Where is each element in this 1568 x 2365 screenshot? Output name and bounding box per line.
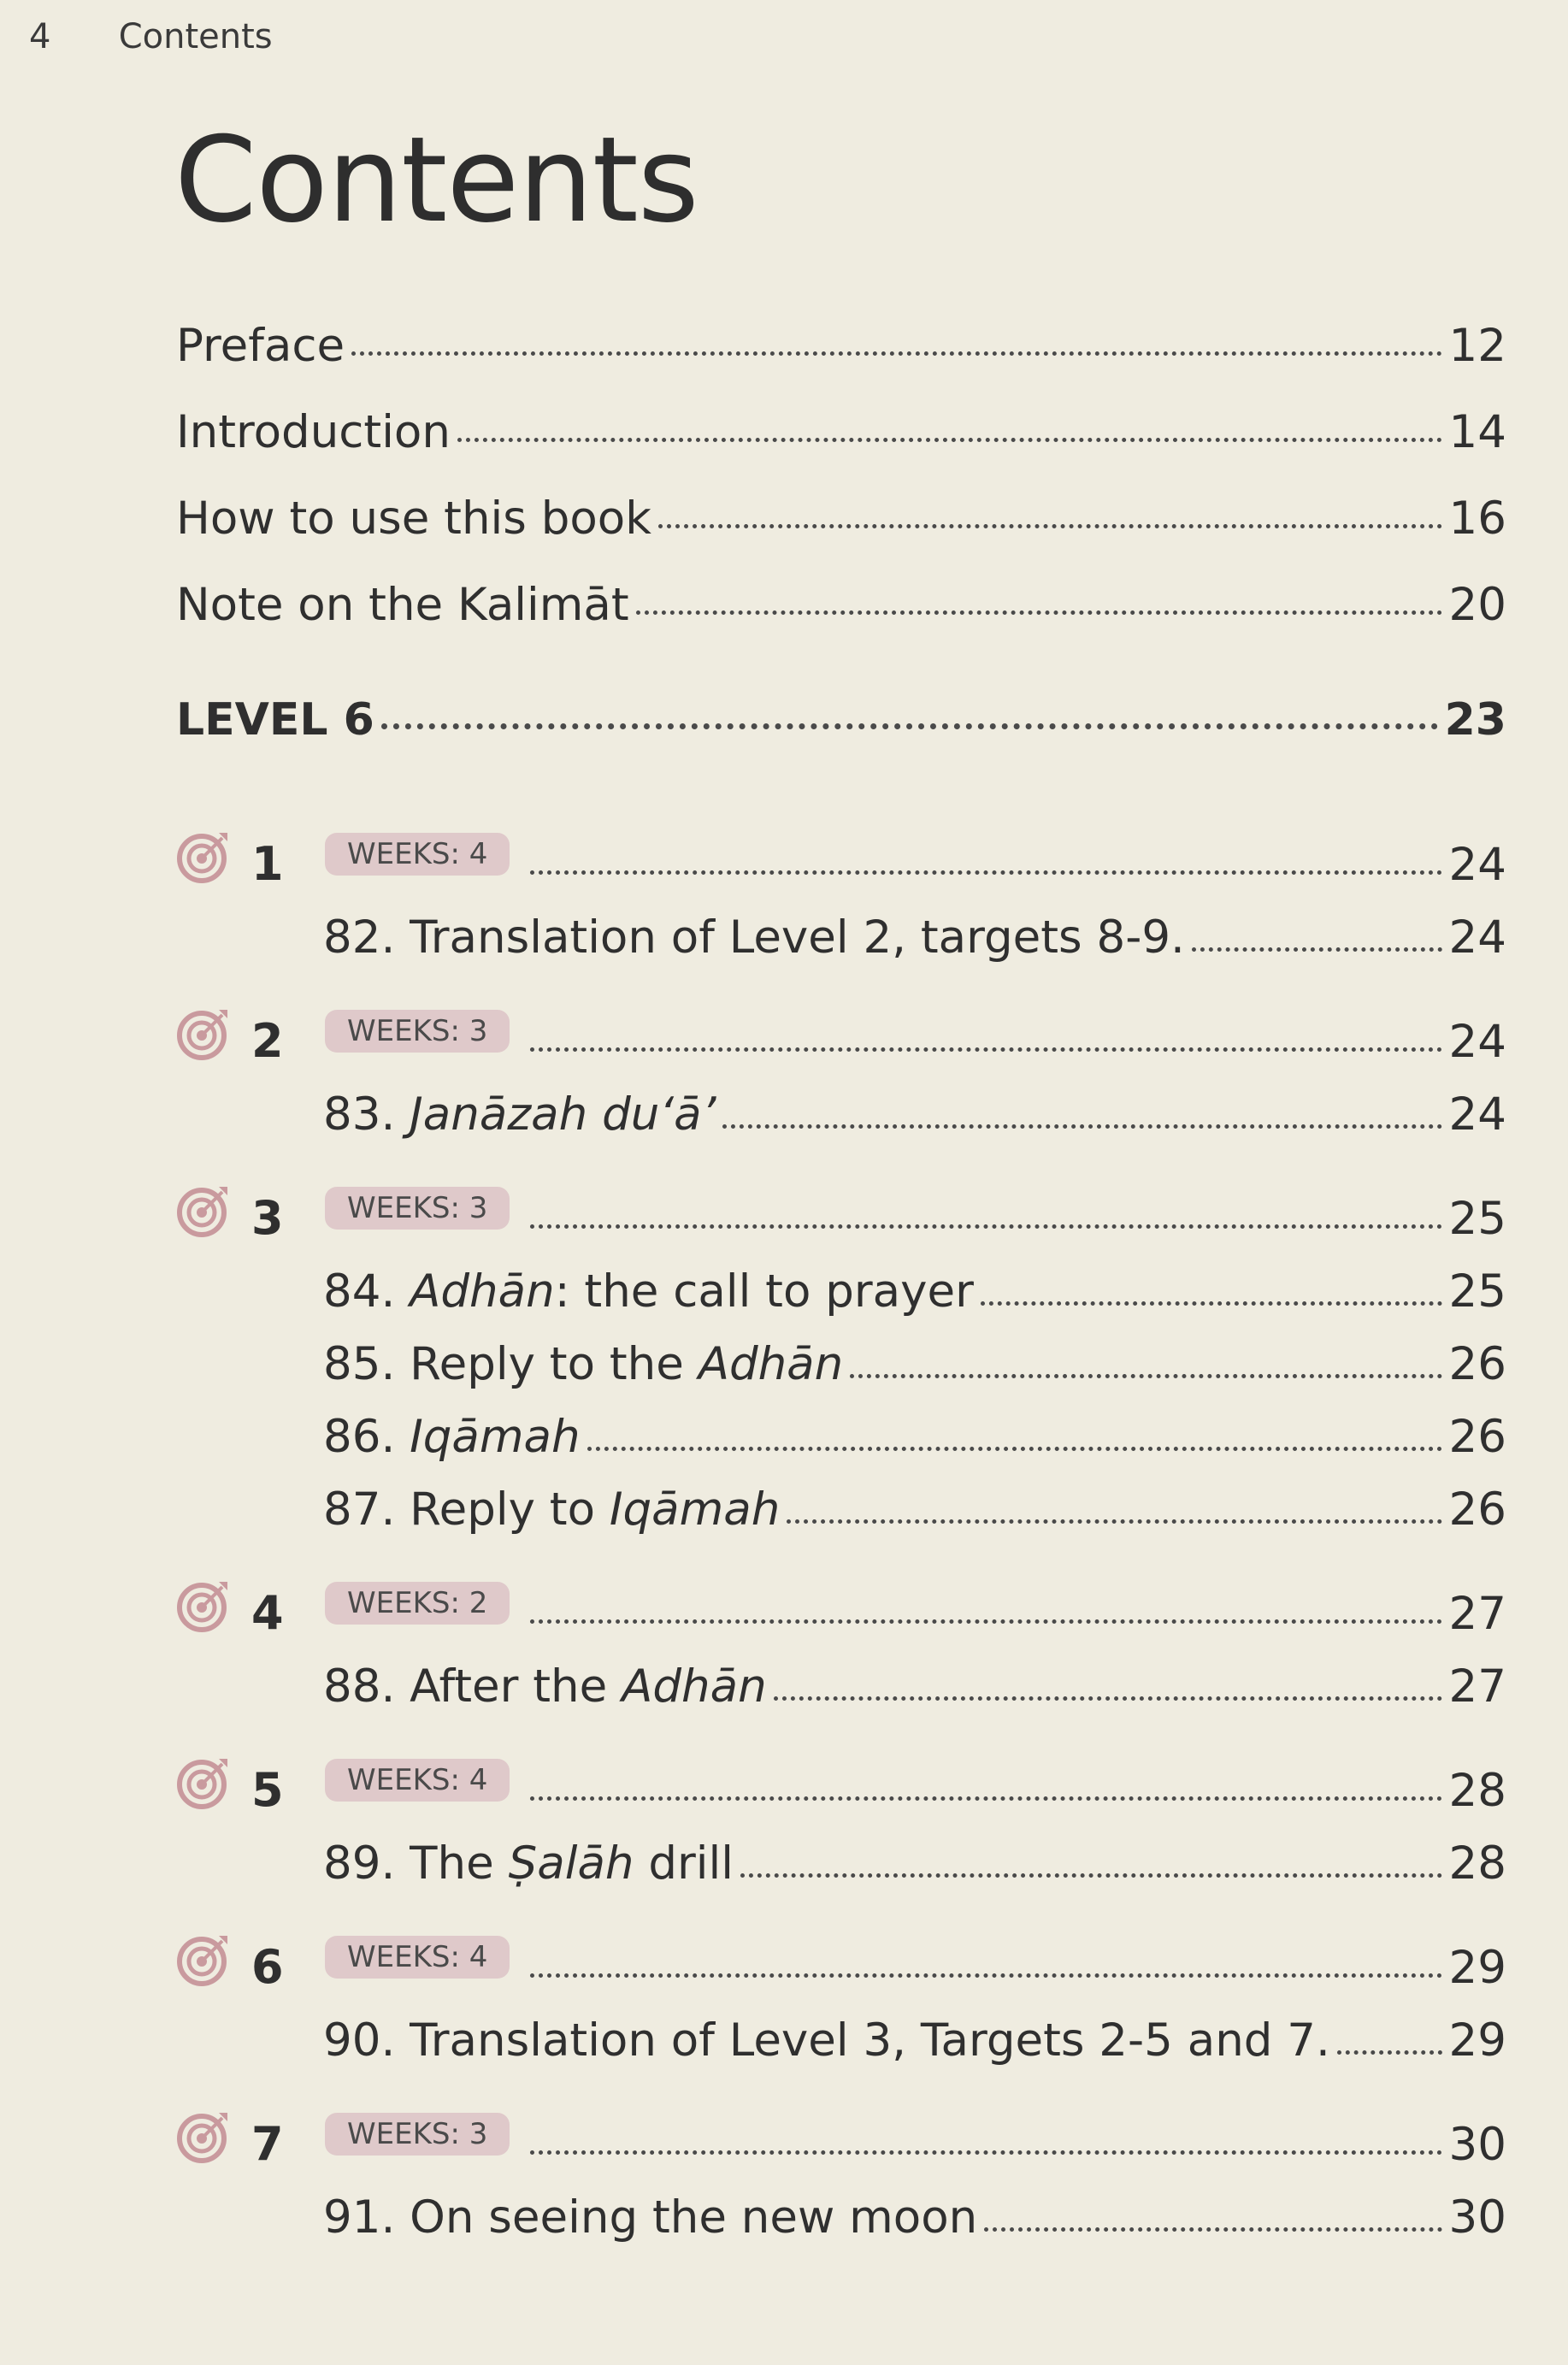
weeks-badge: WEEKS: 4 — [325, 1936, 510, 1979]
target-header — [176, 1166, 1506, 1245]
target-section — [176, 1915, 1506, 2067]
toc-item-page: 25 — [1448, 1265, 1506, 1318]
target-section — [176, 1166, 1506, 1536]
toc-item-page: 28 — [1448, 1837, 1506, 1890]
item-number: 91. — [323, 2191, 396, 2244]
target-entry[interactable] — [510, 1193, 1506, 1245]
target-entry[interactable] — [510, 1588, 1506, 1640]
weeks-badge: WEEKS: 4 — [325, 833, 510, 876]
toc-item-label — [323, 2014, 1330, 2067]
page-title: Contents — [174, 111, 699, 249]
item-text: Reply to the — [410, 1338, 684, 1390]
item-number: 88. — [323, 1660, 396, 1713]
dot-leader — [530, 870, 1441, 875]
target-items — [323, 888, 1506, 964]
target-section — [176, 1738, 1506, 1890]
toc-item-label — [323, 1660, 767, 1713]
target-bullseye-icon — [176, 829, 231, 884]
target-items — [323, 2167, 1506, 2244]
target-header — [176, 812, 1506, 891]
item-text: The — [410, 1837, 494, 1890]
target-number: 5 — [251, 1763, 284, 1817]
toc-entry-introduction[interactable] — [176, 406, 1506, 496]
toc-entry-label: Note on the Kalimāt — [176, 579, 629, 631]
dot-leader — [636, 610, 1442, 615]
toc-entry-level-6[interactable] — [176, 694, 1506, 783]
dot-leader — [351, 351, 1441, 356]
weeks-badge: WEEKS: 2 — [325, 1582, 510, 1625]
target-page: 27 — [1448, 1588, 1506, 1640]
toc-item-label — [323, 911, 1185, 964]
target-entry[interactable] — [510, 2119, 1506, 2171]
target-items — [323, 1814, 1506, 1890]
item-number: 90. — [323, 2014, 396, 2067]
dot-leader — [530, 1047, 1441, 1052]
toc-entry-label: How to use this book — [176, 492, 651, 545]
target-header — [176, 1561, 1506, 1640]
toc-item[interactable] — [323, 1065, 1506, 1141]
item-number: 87. — [323, 1483, 396, 1536]
toc-entry-how-to-use[interactable] — [176, 492, 1506, 582]
toc-item[interactable] — [323, 1990, 1506, 2067]
dot-leader — [787, 1519, 1441, 1524]
toc-item-page: 24 — [1448, 1088, 1506, 1141]
toc-item-page: 26 — [1448, 1338, 1506, 1390]
dot-leader — [850, 1374, 1441, 1378]
page-number: 4 — [29, 17, 51, 56]
toc-item-label — [323, 1265, 974, 1318]
target-number: 6 — [251, 1940, 284, 1994]
toc-item[interactable] — [323, 1637, 1506, 1713]
dot-leader — [530, 1796, 1441, 1801]
toc-entry-page: 20 — [1448, 579, 1506, 631]
target-header — [176, 1738, 1506, 1817]
item-italic-text: Iqāmah — [410, 1411, 581, 1463]
target-header — [176, 2092, 1506, 2171]
target-number: 2 — [251, 1014, 284, 1068]
item-number: 82. — [323, 911, 396, 964]
toc-item[interactable] — [323, 1314, 1506, 1390]
target-bullseye-icon — [176, 1932, 231, 1987]
front-matter-list — [176, 320, 1506, 669]
target-items — [323, 1065, 1506, 1141]
dot-leader — [530, 2150, 1441, 2155]
target-page: 30 — [1448, 2119, 1506, 2171]
target-bullseye-icon — [176, 1755, 231, 1810]
toc-item-label — [323, 1483, 781, 1536]
weeks-badge: WEEKS: 3 — [325, 1010, 510, 1053]
item-number: 85. — [323, 1338, 396, 1390]
toc-entry-label: Preface — [176, 320, 345, 372]
toc-item-label — [323, 1411, 581, 1463]
toc-item-label — [323, 1088, 716, 1141]
target-bullseye-icon — [176, 1006, 231, 1061]
item-text: Reply to — [410, 1483, 595, 1536]
item-number: 89. — [323, 1837, 396, 1890]
level-page: 23 — [1444, 694, 1506, 746]
target-entry[interactable] — [510, 839, 1506, 891]
target-bullseye-icon — [176, 2109, 231, 2164]
dot-leader — [1337, 2050, 1442, 2055]
target-bullseye-icon — [176, 1183, 231, 1238]
target-entry[interactable] — [510, 1942, 1506, 1994]
dot-leader — [530, 1224, 1441, 1229]
toc-item-label — [323, 2191, 978, 2244]
dot-leader — [981, 1301, 1442, 1306]
toc-item[interactable] — [323, 2167, 1506, 2244]
targets-list — [176, 812, 1506, 2244]
item-italic-text: Adhān — [410, 1265, 555, 1318]
dot-leader — [658, 524, 1442, 528]
item-italic-text: Janāzah du‘ā’ — [410, 1088, 716, 1141]
target-entry[interactable] — [510, 1765, 1506, 1817]
toc-item[interactable] — [323, 1460, 1506, 1536]
toc-item-page: 26 — [1448, 1483, 1506, 1536]
target-section — [176, 1561, 1506, 1713]
level-label: LEVEL 6 — [176, 694, 374, 746]
target-number: 3 — [251, 1191, 284, 1245]
item-text: On seeing the new moon — [410, 2191, 978, 2244]
dot-leader — [530, 1619, 1441, 1624]
toc-item-page: 26 — [1448, 1411, 1506, 1463]
dot-leader — [457, 438, 1442, 442]
item-italic-text: Adhān — [622, 1660, 767, 1713]
item-italic-text: Adhān — [698, 1338, 844, 1390]
target-header — [176, 989, 1506, 1068]
item-text: Translation of Level 2, targets 8-9. — [410, 911, 1185, 964]
toc-item-label — [323, 1837, 734, 1890]
target-items — [323, 1241, 1506, 1536]
toc-item-page: 30 — [1448, 2191, 1506, 2244]
weeks-badge: WEEKS: 3 — [325, 2113, 510, 2156]
toc-item-page: 29 — [1448, 2014, 1506, 2067]
item-text: : the call to prayer — [554, 1265, 974, 1318]
toc-entry-note-kalimat[interactable] — [176, 579, 1506, 669]
table-of-contents — [176, 320, 1506, 2244]
toc-item-page: 27 — [1448, 1660, 1506, 1713]
toc-item[interactable] — [323, 1241, 1506, 1318]
toc-item[interactable] — [323, 1814, 1506, 1890]
dot-leader — [1192, 947, 1442, 952]
toc-item-label — [323, 1338, 844, 1390]
target-number: 1 — [251, 837, 284, 891]
dot-leader — [740, 1873, 1442, 1878]
toc-entry-page: 16 — [1448, 492, 1506, 545]
toc-item[interactable] — [323, 888, 1506, 964]
item-italic-text: Iqāmah — [609, 1483, 781, 1536]
dot-leader — [984, 2227, 1441, 2232]
toc-entry-preface[interactable] — [176, 320, 1506, 410]
toc-entry-page: 12 — [1448, 320, 1506, 372]
dot-leader — [587, 1447, 1442, 1451]
target-bullseye-icon — [176, 1578, 231, 1633]
target-items — [323, 1637, 1506, 1713]
target-number: 4 — [251, 1586, 284, 1640]
target-page: 25 — [1448, 1193, 1506, 1245]
target-section — [176, 2092, 1506, 2244]
target-section — [176, 989, 1506, 1141]
toc-entry-label: Introduction — [176, 406, 451, 458]
toc-entry-page: 14 — [1448, 406, 1506, 458]
dot-leader — [530, 1973, 1441, 1978]
target-section — [176, 812, 1506, 964]
dot-leader — [774, 1696, 1442, 1701]
target-number: 7 — [251, 2117, 284, 2171]
dot-leader — [722, 1124, 1441, 1129]
target-page: 28 — [1448, 1765, 1506, 1817]
toc-item-page: 24 — [1448, 911, 1506, 964]
dot-leader — [381, 723, 1438, 729]
target-items — [323, 1990, 1506, 2067]
target-page: 29 — [1448, 1942, 1506, 1994]
target-page: 24 — [1448, 1016, 1506, 1068]
target-page: 24 — [1448, 839, 1506, 891]
weeks-badge: WEEKS: 3 — [325, 1187, 510, 1230]
item-number: 84. — [323, 1265, 396, 1318]
target-header — [176, 1915, 1506, 1994]
item-text: Translation of Level 3, Targets 2-5 and 7. — [410, 2014, 1330, 2067]
running-head — [29, 17, 273, 56]
item-number: 86. — [323, 1411, 396, 1463]
item-text-2: drill — [648, 1837, 734, 1890]
weeks-badge: WEEKS: 4 — [325, 1759, 510, 1802]
running-head-section: Contents — [118, 17, 273, 56]
toc-item[interactable] — [323, 1387, 1506, 1463]
item-number: 83. — [323, 1088, 396, 1141]
target-entry[interactable] — [510, 1016, 1506, 1068]
item-text: After the — [410, 1660, 608, 1713]
item-italic-text: Ṣalāh — [508, 1837, 634, 1890]
